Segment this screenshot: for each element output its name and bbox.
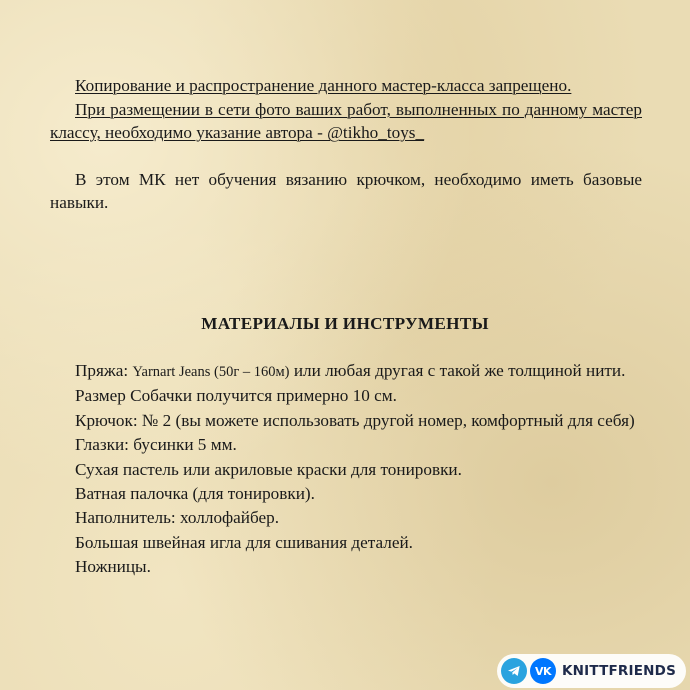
list-item: Глазки: бусинки 5 мм. bbox=[75, 435, 237, 455]
document-body bbox=[50, 74, 642, 215]
list-item: Размер Собачки получится примерно 10 см. bbox=[75, 386, 397, 406]
knittfriends-badge[interactable] bbox=[497, 654, 686, 688]
list-item: Крючок: № 2 (вы можете использовать другой номер, комфортный для себя) bbox=[75, 410, 635, 430]
copy-notice: Копирование и распространение данного мастер-класса запрещено. bbox=[75, 76, 572, 95]
telegram-icon[interactable] bbox=[501, 658, 527, 684]
list-item: Большая швейная игла для сшивания деталей. bbox=[75, 532, 413, 552]
yarn-label: Пряжа: bbox=[75, 361, 133, 380]
yarn-brand: Yarnart Jeans (50г – 160м) bbox=[132, 364, 290, 380]
list-item: Ватная палочка (для тонировки). bbox=[75, 484, 315, 504]
vk-icon-text: VK bbox=[534, 664, 552, 678]
list-item: Наполнитель: холлофайбер. bbox=[75, 508, 280, 528]
materials-heading: МАТЕРИАЛЫ И ИНСТРУМЕНТЫ bbox=[201, 314, 489, 333]
materials-list bbox=[50, 359, 642, 580]
yarn-rest: или любая другая с такой же толщиной нити. bbox=[289, 361, 626, 380]
list-item: Сухая пастель или акриловые краски для тонировки. bbox=[75, 459, 462, 479]
list-item bbox=[50, 359, 642, 384]
vk-icon[interactable] bbox=[530, 658, 556, 684]
brand-name: KNITTFRIENDS bbox=[562, 663, 676, 679]
list-item: Ножницы. bbox=[75, 557, 151, 577]
photo-notice: При размещении в сети фото ваших работ, выполненных по данному мастер классу, необходимо указание автора - @tikho_toys_ bbox=[50, 99, 642, 142]
intro-text: В этом МК нет обучения вязанию крючком, необходимо иметь базовые навыки. bbox=[50, 169, 642, 212]
